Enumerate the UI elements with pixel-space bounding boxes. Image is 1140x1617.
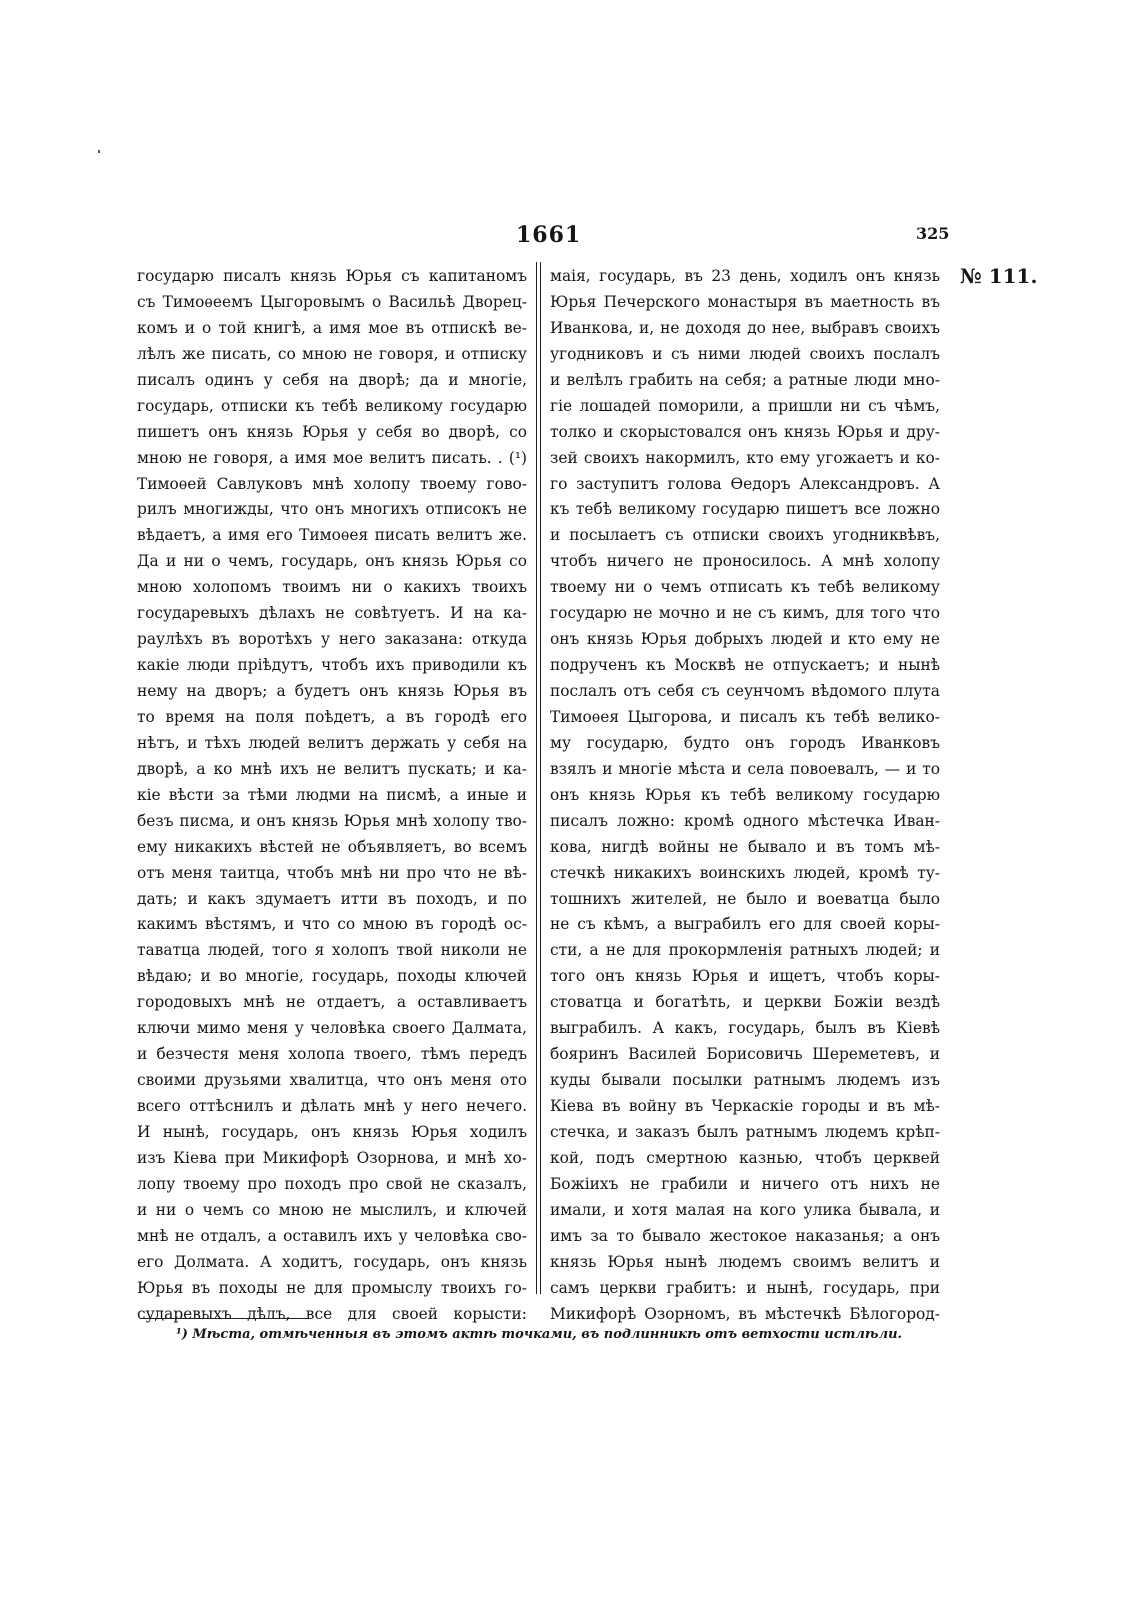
text-line: Юрья въ походы не для промыслу твоихъ го-	[137, 1278, 527, 1297]
text-line: мнѣ не отдалъ, а оставилъ ихъ у человѣка сво-	[137, 1226, 527, 1245]
text-line: то время на поля поѣдетъ, а въ городѣ его	[137, 707, 527, 726]
text-line: куды бывали посылки ратнымъ людемъ изъ	[550, 1071, 940, 1090]
text-line: и безчестя меня холопа твоего, тѣмъ передъ	[137, 1045, 527, 1064]
text-line: Кіева въ войну въ Черкаскіе городы и въ мѣ-	[550, 1097, 940, 1115]
text-line: Тимоѳея Цыгорова, и писалъ къ тебѣ велико-	[550, 707, 940, 726]
text-line: мною не говоря, а имя мое велитъ писать. . (¹)	[137, 448, 527, 467]
text-line: кой, подъ смертною казнью, чтобъ церквей	[550, 1148, 940, 1167]
text-line: того онъ князь Юрья и ищетъ, чтобъ коры-	[550, 967, 940, 986]
text-line: какимъ вѣстямъ, и что со мною въ городѣ ос-	[137, 915, 527, 934]
text-line: дворѣ, а ко мнѣ ихъ не велитъ пускать; и ка-	[137, 759, 527, 778]
text-line: таватца людей, того я холопъ твой николи не	[137, 941, 527, 960]
footnote: ¹) Мѣста, отмѣченныя въ этомъ актѣ точками, въ подлинникѣ отъ ветхости истлѣли.	[176, 1327, 903, 1342]
text-line: государю писалъ князь Юрья съ капитаномъ	[137, 267, 527, 285]
text-line: кова, нигдѣ войны не бывало и въ томъ мѣ-	[550, 837, 940, 856]
text-line: Микифорѣ Озорномъ, въ мѣстечкѣ Бѣлогород-	[550, 1304, 940, 1323]
text-line: вѣдаетъ, а имя его Тимоѳея писать велитъ же.	[137, 526, 527, 545]
text-line: Иванкова, и, не доходя до нее, выбравъ своихъ	[550, 318, 940, 337]
text-line: сударевыхъ дѣлъ, все для своей корысти:	[137, 1304, 527, 1323]
stray-mark	[98, 150, 100, 153]
text-line: взялъ и многіе мѣста и села повоевалъ, — и то	[550, 759, 940, 778]
text-line: твоему ни о чемъ отписать къ тебѣ великому	[550, 578, 940, 597]
text-line: рилъ многижды, что онъ многихъ отписокъ не	[137, 500, 527, 519]
text-line: толко и скорыстовался онъ князь Юрья и дру-	[550, 422, 940, 441]
text-line: угодниковъ и съ ними людей своихъ послалъ	[550, 344, 940, 363]
text-line: нѣтъ, и тѣхъ людей велитъ держать у себя на	[137, 733, 527, 752]
left-text-column	[137, 264, 527, 1327]
text-line: самъ церкви грабитъ: и нынѣ, государь, при	[550, 1278, 940, 1297]
text-line: безъ писма, и онъ князь Юрья мнѣ холопу тво-	[137, 811, 527, 830]
text-line: раулѣхъ въ воротѣхъ у него заказана: откуда	[137, 630, 527, 649]
text-line: пишетъ онъ князь Юрья у себя во дворѣ, со	[137, 422, 527, 441]
text-line: гіе лошадей поморили, а пришли ни съ чѣмъ,	[550, 396, 940, 415]
text-line: нему на дворъ; а будетъ онъ князь Юрья въ	[137, 682, 527, 700]
text-line: лопу твоему про походъ про свой не сказалъ,	[137, 1174, 527, 1193]
page-number: 325	[916, 224, 950, 243]
text-line: своими друзьями хвалитца, что онъ меня ото	[137, 1071, 527, 1090]
text-line: мною холопомъ твоимъ ни о какихъ твоихъ	[137, 578, 527, 597]
text-line: кіе вѣсти за тѣми людми на писмѣ, а иные и	[137, 785, 527, 804]
text-line: и посылаетъ съ отписки своихъ угодниквѣвъ,	[550, 526, 940, 545]
text-line: имъ за то бывало жестокое наказанья; а онъ	[550, 1226, 940, 1245]
text-line: чтобъ ничего не проносилось. А мнѣ холопу	[550, 552, 940, 571]
text-line: Да и ни о чемъ, государь, онъ князь Юрья со	[137, 552, 527, 571]
text-line: всего оттѣснилъ и дѣлать мнѣ у него нечего.	[137, 1097, 527, 1115]
text-line: какіе люди пріѣдутъ, чтобъ ихъ приводили къ	[137, 656, 527, 675]
text-line: стоватца и богатѣть, и церкви Божіи вездѣ	[550, 993, 940, 1012]
footnote-rule	[140, 1318, 308, 1319]
text-line: выграбилъ. А какъ, государь, былъ въ Кіевѣ	[550, 1019, 940, 1038]
text-line: городовыхъ мнѣ не отдаетъ, а оставливаетъ	[137, 993, 527, 1012]
page-year: 1661	[516, 222, 582, 248]
text-line: дать; и какъ здумаетъ итти въ походъ, и по	[137, 889, 527, 908]
text-line: отъ меня таитца, чтобъ мнѣ ни про что не вѣ-	[137, 863, 527, 882]
text-line: зей своихъ накормилъ, кто ему угожаетъ и ко-	[550, 448, 940, 467]
text-line: лѣлъ же писать, со мною не говоря, и отписку	[137, 344, 527, 363]
text-line: го заступитъ голова Ѳедоръ Александровъ. А	[550, 474, 940, 493]
text-line: онъ князь Юрья къ тебѣ великому государю	[550, 785, 940, 804]
text-line: и ни о чемъ со мною не мыслилъ, и ключей	[137, 1200, 527, 1219]
text-line: съ Тимоѳеемъ Цыгоровымъ о Васильѣ Дворец-	[137, 292, 527, 311]
text-line: государю не мочно и не съ кимъ, для того что	[550, 604, 940, 623]
text-line: ему никакихъ вѣстей не объявляетъ, во всемъ	[137, 837, 527, 856]
text-line: вѣдаю; и во многіе, государь, походы ключей	[137, 967, 527, 986]
text-line: ключи мимо меня у человѣка своего Далмата,	[137, 1019, 527, 1038]
text-line: сти, а не для прокормленія ратныхъ людей; и	[550, 941, 940, 960]
text-line: бояринъ Василей Борисовичь Шереметевъ, и	[550, 1045, 940, 1064]
text-line: Юрья Печерского монастыря въ маетность въ	[550, 292, 940, 311]
text-line: государь, отписки къ тебѣ великому государю	[137, 396, 527, 415]
text-line: стечка, и заказъ былъ ратнымъ людемъ крѣп-	[550, 1122, 940, 1141]
text-line: послалъ отъ себя съ сеунчомъ вѣдомого плута	[550, 682, 940, 700]
text-line: государевыхъ дѣлахъ не совѣтуетъ. И на ка-	[137, 604, 527, 623]
text-line: И нынѣ, государь, онъ князь Юрья ходилъ	[137, 1122, 527, 1141]
text-line: маія, государь, въ 23 день, ходилъ онъ князь	[550, 267, 940, 285]
text-line: и велѣлъ грабить на себя; а ратные люди мно-	[550, 370, 940, 389]
text-line: изъ Кіева при Микифорѣ Озорнова, и мнѣ хо-	[137, 1148, 527, 1167]
text-line: не съ кѣмъ, а выграбилъ его для своей коры-	[550, 915, 940, 934]
document-number: № 111.	[960, 264, 1038, 288]
text-line: писалъ одинъ у себя на дворѣ; да и многіе,	[137, 370, 527, 389]
text-line: онъ князь Юрья добрыхъ людей и кто ему не	[550, 630, 940, 649]
text-line: князь Юрья нынѣ людемъ своимъ велитъ и	[550, 1252, 940, 1271]
text-line: Божіихъ не грабили и ничего отъ нихъ не	[550, 1174, 940, 1193]
text-line: му государю, будто онъ городъ Иванковъ	[550, 733, 940, 752]
text-line: писалъ ложно: кромѣ одного мѣстечка Иван-	[550, 811, 940, 830]
right-text-column	[550, 264, 940, 1327]
text-line: комъ и о той книгѣ, а имя мое въ отпискѣ ве-	[137, 318, 527, 337]
text-line: имали, и хотя малая на кого улика бывала, и	[550, 1200, 940, 1219]
column-divider	[536, 262, 541, 1294]
text-line: его Долмата. А ходитъ, государь, онъ князь	[137, 1252, 527, 1271]
text-line: тошнихъ жителей, не было и воеватца было	[550, 889, 940, 908]
text-line: подрученъ къ Москвѣ не отпускаетъ; и нынѣ	[550, 656, 940, 675]
text-line: Тимоѳей Савлуковъ мнѣ холопу твоему гово-	[137, 474, 527, 493]
text-line: къ тебѣ великому государю пишетъ все ложно	[550, 500, 940, 519]
text-line: стечкѣ никакихъ воинскихъ людей, кромѣ ту-	[550, 863, 940, 882]
